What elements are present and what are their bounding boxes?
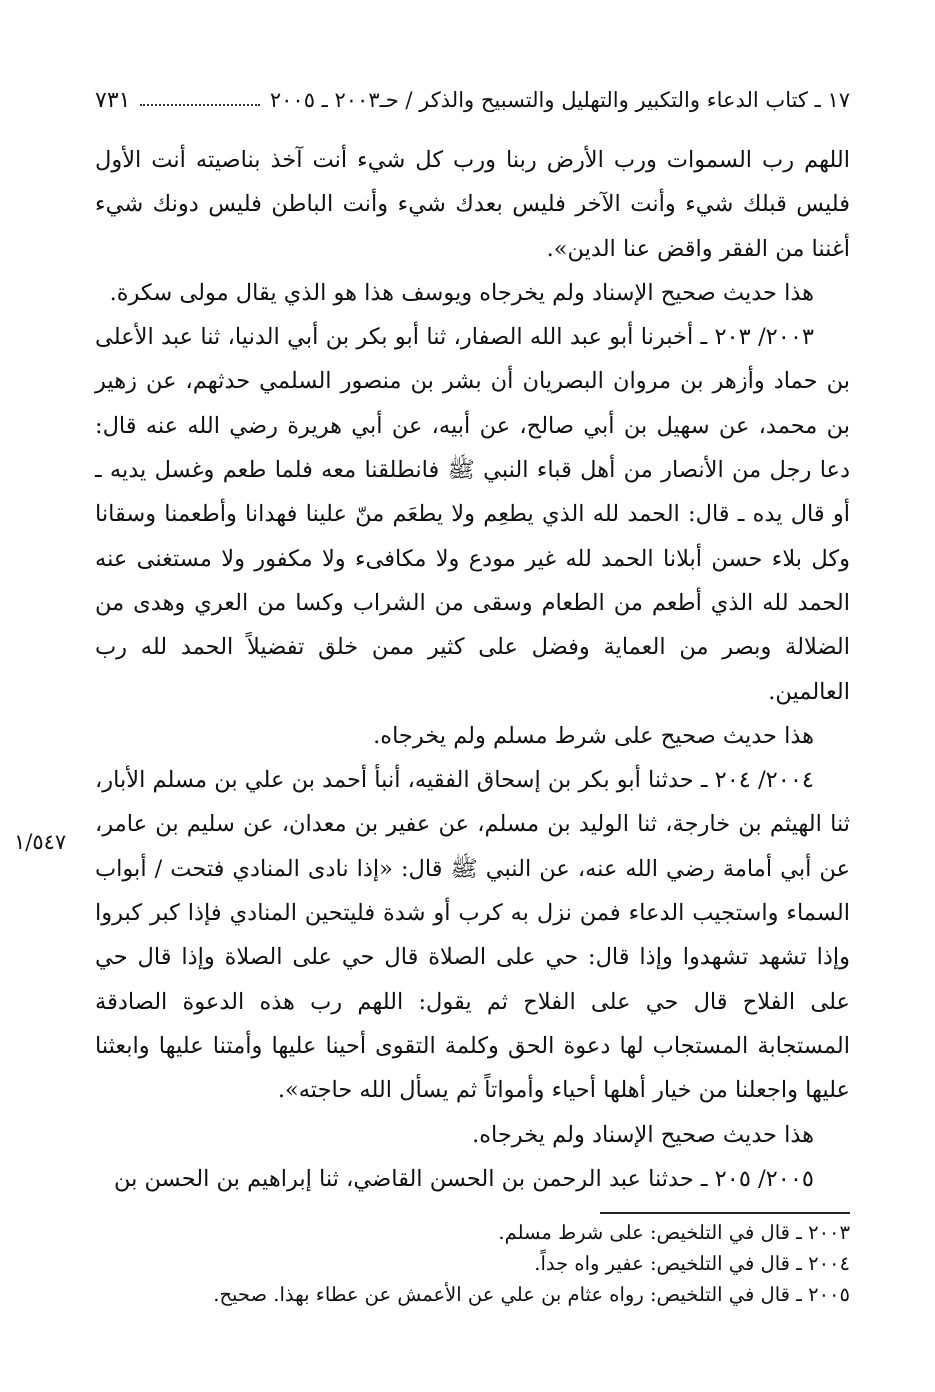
hadith-2004: ٢٠٠٤/ ٢٠٤ ـ حدثنا أبو بكر بن إسحاق الفقيه، أنبأ أحمد بن علي بن مسلم الأبار، ثنا الهيثم بن خارجة، ثنا الوليد بن مسلم، عن عفير بن معدان، عن سليم بن عامر، عن أبي أمامة رضي الله عنه، عن النبي ﷺ قال: «إذا نادى المنادي فتحت / أبواب السماء واستجيب الدعاء فمن نزل به كرب أو شدة فليتحين المنادي فإذا كبر كبروا وإذا تشهد تشهدوا وإذا قال: حي على الصلاة قال حي على الصلاة وإذا قال حي على الفلاح قال حي على الفلاح ثم يقول: اللهم رب هذه الدعوة الصادقة المستجابة المستجاب لها دعوة الحق وكلمة التقوى أحينا عليها وأمتنا عليها وابعثنا عليها واجعلنا من خيار أهلها أحياء وأمواتاً ثم يسأل الله حاجته». xyxy=(95,767,850,1104)
footnote-2005: ٢٠٠٥ ـ قال في التلخيص: رواه عثام بن علي عن الأعمش عن عطاء بهذا. صحيح. xyxy=(213,1283,850,1306)
hadith-2003: ٢٠٠٣/ ٢٠٣ ـ أخبرنا أبو عبد الله الصفار، ثنا أبو بكر بن أبي الدنيا، ثنا عبد الأعلى بن حماد وأزهر بن مروان البصريان أن بشر بن منصور السلمي حدثهم، عن زهير بن محمد، عن سهيل بن أبي صالح، عن أبيه، عن أبي هريرة رضي الله عنه قال: دعا رجل من الأنصار من أهل قباء النبي ﷺ فانطلقنا معه فلما طعم وغسل يديه ـ أو قال يده ـ قال: الحمد لله الذي يطعِم ولا يطعَم منّ علينا فهدانا وأطعمنا وسقانا وكل بلاء حسن أبلانا الحمد لله غير مودع ولا مكافىء ولا مكفور ولا مستغنى عنه الحمد لله الذي أطعم من الطعام وسقى من الشراب وكسا من العري وهدى من الضلالة وبصر من العماية وفضل على كثير ممن خلق تفضيلاً الحمد لله رب العالمين. xyxy=(95,324,850,705)
header-dot-leader xyxy=(140,94,259,106)
paragraph-6: هذا حديث صحيح الإسناد ولم يخرجاه. xyxy=(472,1121,814,1148)
footnote-separator xyxy=(600,1212,850,1214)
paragraph-4: هذا حديث صحيح على شرط مسلم ولم يخرجاه. xyxy=(373,722,814,749)
footnotes xyxy=(95,1217,850,1310)
footnote-2004: ٢٠٠٤ ـ قال في التلخيص: عفير واه جداً. xyxy=(534,1252,850,1275)
margin-reference: ١/٥٤٧ xyxy=(14,830,67,854)
footnote-2003: ٢٠٠٣ ـ قال في التلخيص: على شرط مسلم. xyxy=(498,1221,850,1244)
main-text xyxy=(95,138,850,1201)
running-header xyxy=(95,82,850,118)
page-number: ٧٣١ xyxy=(95,87,131,113)
header-title: ١٧ ـ كتاب الدعاء والتكبير والتهليل والتسبيح والذكر / حـ٢٠٠٣ ـ ٢٠٠٥ xyxy=(269,88,850,112)
paragraph-2: هذا حديث صحيح الإسناد ولم يخرجاه ويوسف هذا هو الذي يقال مولى سكرة. xyxy=(109,279,814,306)
hadith-2005: ٢٠٠٥/ ٢٠٥ ـ حدثنا عبد الرحمن بن الحسن القاضي، ثنا إبراهيم بن الحسن بن xyxy=(114,1165,814,1192)
paragraph-1: اللهم رب السموات ورب الأرض ربنا ورب كل شيء أنت آخذ بناصيته أنت الأول فليس قبلك شيء وأنت الآخر فليس بعدك شيء وأنت الباطن فليس دونك شيء أغننا من الفقر واقض عنا الدين». xyxy=(95,147,850,262)
